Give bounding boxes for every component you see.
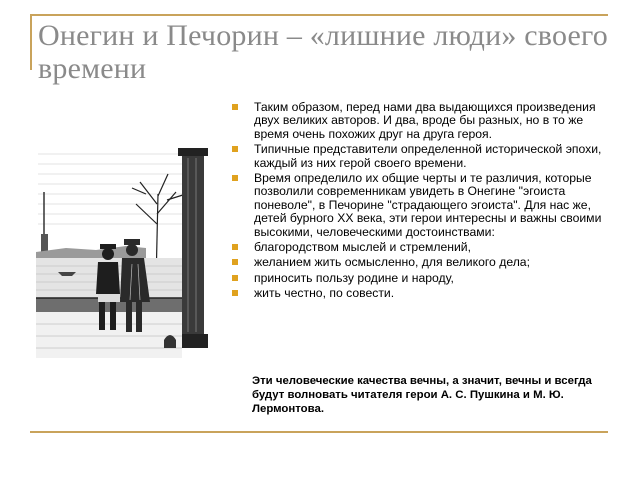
list-item <box>232 101 620 141</box>
bullet-text: приносить пользу родине и народу, <box>254 270 454 285</box>
list-item <box>232 143 620 170</box>
bottom-rule <box>30 431 608 433</box>
square-bullet-icon <box>232 259 238 265</box>
bullet-text: желанием жить осмысленно, для великого дела; <box>254 255 530 270</box>
square-bullet-icon <box>232 175 238 181</box>
square-bullet-icon <box>232 275 238 281</box>
engraving-illustration <box>36 134 210 358</box>
square-bullet-icon <box>232 146 238 152</box>
list-item <box>232 256 620 269</box>
bullet-list <box>232 101 620 303</box>
bullet-text: Время определило их общие черты и те различия, которые позволили современникам увидеть в Онегине "эгоиста поневоле", в Печорине "страдающего эгоиста". Для нас же, детей бурного ХХ века, эти герои интересны и важны своими высокими, человеческими достоинствами: <box>254 171 602 239</box>
bullet-text: благородством мыслей и стремлений, <box>254 240 471 255</box>
square-bullet-icon <box>232 104 238 110</box>
bullet-text: Таким образом, перед нами два выдающихся произведения двух великих авторов. И два, вроде бы разных, но в то же время очень похожих друг на друга героя. <box>254 100 596 141</box>
square-bullet-icon <box>232 244 238 250</box>
list-item <box>232 287 620 300</box>
engraving-icon <box>36 134 210 358</box>
list-item <box>232 272 620 285</box>
list-item <box>232 172 620 239</box>
square-bullet-icon <box>232 290 238 296</box>
list-item <box>232 241 620 254</box>
slide-title: Онегин и Печорин – «лишние люди» своего времени <box>38 19 608 85</box>
bullet-text: жить честно, по совести. <box>254 286 395 301</box>
conclusion-text: Эти человеческие качества вечны, а значит, вечны и всегда будут волновать читателя герои А. С. Пушкина и М. Ю. Лермонтова. <box>252 375 592 415</box>
top-rule <box>30 14 608 16</box>
left-rule <box>30 14 32 70</box>
bullet-text: Типичные представители определенной исторической эпохи, каждый из них герой своего времени. <box>254 142 602 170</box>
